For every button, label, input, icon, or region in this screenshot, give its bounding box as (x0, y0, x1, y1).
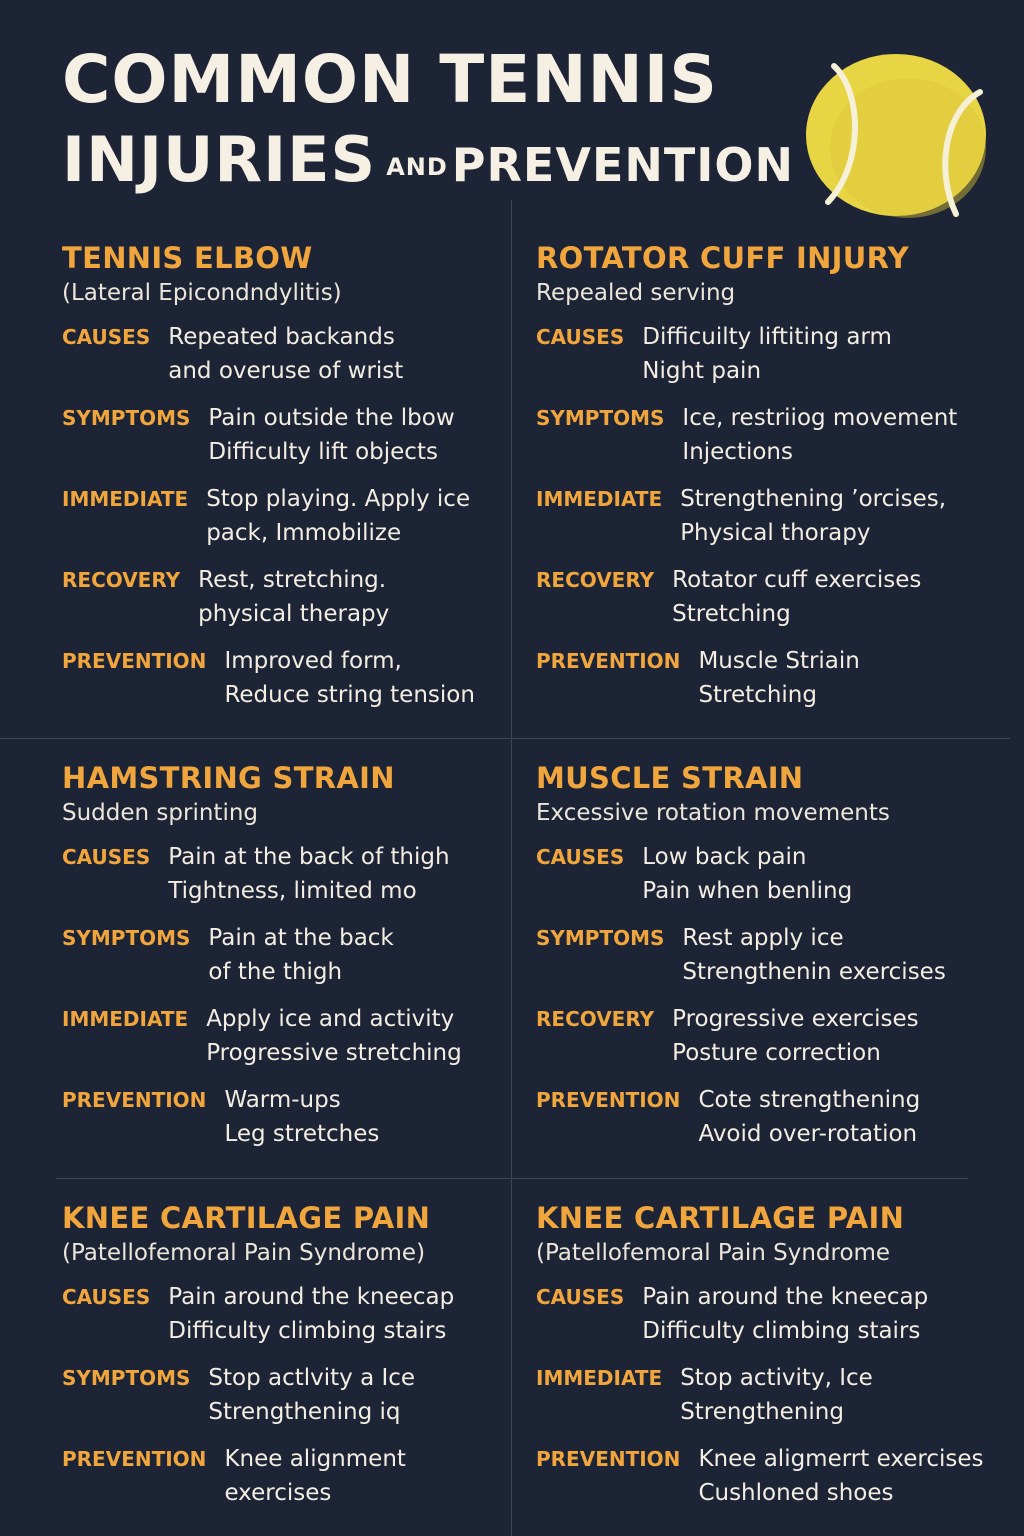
injury-card-knee-cartilage-right (536, 1200, 1006, 1523)
row-label: IMMEDIATE (62, 487, 189, 511)
injury-card-rotator-cuff (536, 240, 1006, 725)
card-subtitle: Excessive rotation movements (536, 800, 890, 826)
row-label: PREVENTION (536, 649, 681, 673)
row-text: Muscle Striain Stretching (698, 648, 860, 708)
row-text: Pain around the kneecap Difficulty climbing stairs (168, 1284, 455, 1344)
row-text: Warm-ups Leg stretches (224, 1087, 380, 1147)
card-title: KNEE CARTILAGE PAIN (62, 1201, 431, 1235)
row-prevention (536, 1083, 1006, 1151)
row-text: Pain at the back of the thigh (208, 925, 394, 985)
row-symptoms (62, 1361, 532, 1429)
injury-card-tennis-elbow (62, 240, 532, 725)
row-immediate (62, 1002, 532, 1070)
row-text: Strengthening ’orcises, Physical thorapy (680, 486, 947, 546)
row-label: SYMPTOMS (62, 1366, 191, 1390)
row-text: Stop playing. Apply ice pack, Immobilize (206, 486, 471, 546)
row-recovery (536, 563, 1006, 631)
row-label: CAUSES (536, 325, 625, 349)
row-label: CAUSES (536, 845, 625, 869)
row-symptoms (536, 401, 1006, 469)
page-title (62, 40, 794, 207)
row-prevention (536, 644, 1006, 712)
card-subtitle: Sudden sprinting (62, 800, 259, 826)
title-injuries: INJURIES (62, 123, 377, 196)
row-text: Rotator cuff exercises Stretching (672, 567, 922, 627)
row-text: Repeated backands and overuse of wrist (168, 324, 404, 384)
row-label: PREVENTION (62, 649, 207, 673)
row-label: CAUSES (62, 845, 151, 869)
card-title: TENNIS ELBOW (62, 241, 313, 275)
row-text: Knee alignment exercises (224, 1446, 406, 1506)
row-causes (536, 840, 1006, 908)
row-text: Pain at the back of thigh Tightness, limited mo (168, 844, 450, 904)
row-text: Pain around the kneecap Difficulty climbing stairs (642, 1284, 929, 1344)
row-causes (536, 320, 1006, 388)
row-text: Difficuilty liftiting arm Night pain (642, 324, 892, 384)
injury-card-knee-cartilage-left (62, 1200, 532, 1523)
row-text: Stop actlvity a Ice Strengthening iq (208, 1365, 416, 1425)
row-text: Improved form, Reduce string tension (224, 648, 475, 708)
row-divider-1 (0, 738, 1010, 739)
injury-card-muscle-strain (536, 760, 1006, 1164)
row-text: Rest apply ice Strengthenin exercises (682, 925, 946, 985)
row-label: PREVENTION (62, 1447, 207, 1471)
tennis-ball-icon (804, 52, 988, 218)
row-immediate (536, 482, 1006, 550)
row-label: IMMEDIATE (62, 1007, 189, 1031)
row-causes (62, 320, 532, 388)
row-label: PREVENTION (62, 1088, 207, 1112)
row-text: Ice, restriiog movement Injections (682, 405, 958, 465)
card-subtitle: (Lateral Epicondndylitis) (62, 280, 342, 306)
row-text: Cote strengthening Avoid over-rotation (698, 1087, 921, 1147)
row-label: RECOVERY (536, 568, 655, 592)
card-subtitle: (Patellofemoral Pain Syndrome (536, 1240, 891, 1266)
title-and: AND (386, 153, 448, 181)
injury-card-hamstring-strain (62, 760, 532, 1164)
row-text: Pain outside the lbow Difficulty lift objects (208, 405, 455, 465)
row-divider-2 (56, 1178, 968, 1179)
row-label: IMMEDIATE (536, 487, 663, 511)
row-label: SYMPTOMS (536, 406, 665, 430)
row-label: RECOVERY (62, 568, 181, 592)
row-text: Progressive exercises Posture correction (672, 1006, 919, 1066)
title-line-1: COMMON TENNIS (62, 41, 718, 118)
row-text: Apply ice and activity Progressive stretching (206, 1006, 462, 1066)
row-prevention (62, 644, 532, 712)
card-title: KNEE CARTILAGE PAIN (536, 1201, 905, 1235)
row-label: CAUSES (62, 1285, 151, 1309)
card-subtitle: Repealed serving (536, 280, 736, 306)
card-subtitle: (Patellofemoral Pain Syndrome) (62, 1240, 426, 1266)
card-title: MUSCLE STRAIN (536, 761, 804, 795)
row-symptoms (536, 921, 1006, 989)
card-title: ROTATOR CUFF INJURY (536, 241, 909, 275)
row-symptoms (62, 401, 532, 469)
row-label: PREVENTION (536, 1447, 681, 1471)
row-symptoms (62, 921, 532, 989)
row-text: Low back pain Pain when benling (642, 844, 853, 904)
row-label: SYMPTOMS (62, 926, 191, 950)
title-line-2 (62, 120, 794, 207)
row-label: CAUSES (62, 325, 151, 349)
row-label: CAUSES (536, 1285, 625, 1309)
row-causes (62, 1280, 532, 1348)
row-causes (536, 1280, 1006, 1348)
row-label: SYMPTOMS (536, 926, 665, 950)
row-label: RECOVERY (536, 1007, 655, 1031)
row-text: Rest, stretching. physical therapy (198, 567, 390, 627)
row-recovery (536, 1002, 1006, 1070)
row-text: Stop activity, Ice Strengthening (680, 1365, 873, 1425)
row-prevention (536, 1442, 1006, 1510)
row-label: IMMEDIATE (536, 1366, 663, 1390)
row-label: PREVENTION (536, 1088, 681, 1112)
card-title: HAMSTRING STRAIN (62, 761, 395, 795)
row-immediate (62, 482, 532, 550)
title-prevention: PREVENTION (451, 138, 794, 192)
row-prevention (62, 1442, 532, 1510)
row-recovery (62, 563, 532, 631)
row-immediate (536, 1361, 1006, 1429)
row-prevention (62, 1083, 532, 1151)
row-causes (62, 840, 532, 908)
row-label: SYMPTOMS (62, 406, 191, 430)
row-text: Knee aligmerrt exercises Cushloned shoes (698, 1446, 984, 1506)
